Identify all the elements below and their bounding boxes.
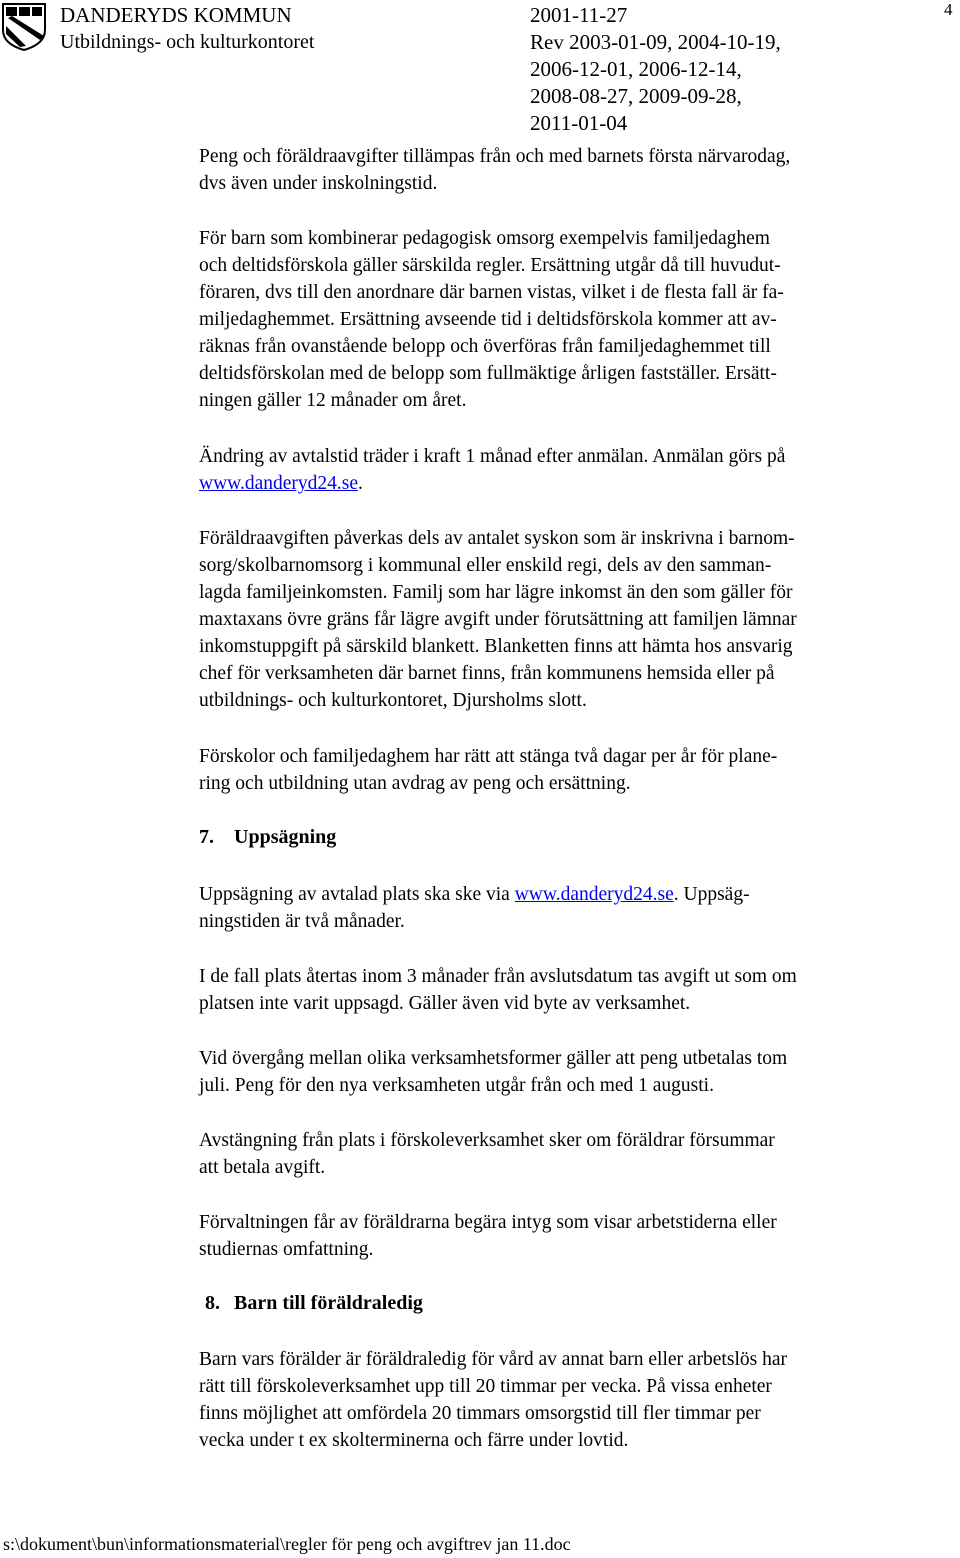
document-date: 2001-11-27 [530, 3, 628, 27]
body-text-line: finns möjlighet att omfördela 20 timmars omsorgstid till fler timmar per [199, 1403, 761, 1424]
body-text-line: För barn som kombinerar pedagogisk omsorg exempelvis familjedaghem [199, 228, 770, 249]
section-number: 8. [205, 1292, 220, 1314]
municipality-logo [0, 0, 48, 52]
revision-line: Rev 2003-01-09, 2004-10-19, [530, 30, 781, 54]
body-text-line: Vid övergång mellan olika verksamhetsformer gäller att peng utbetalas tom [199, 1048, 788, 1069]
body-text-line: Förskolor och familjedaghem har rätt att stänga två dagar per år för plane- [199, 746, 778, 767]
body-text-line: Ändring av avtalstid träder i kraft 1 månad efter anmälan. Anmälan görs på [199, 446, 786, 467]
page-number: 4 [944, 0, 953, 19]
body-text-line: Avstängning från plats i förskoleverksamhet sker om föräldrar försummar [199, 1130, 775, 1151]
section-title: Barn till föräldraledig [234, 1292, 423, 1314]
body-text-line: ring och utbildning utan avdrag av peng och ersättning. [199, 773, 631, 794]
org-name: DANDERYDS KOMMUN [60, 3, 292, 27]
body-text-line [199, 881, 750, 908]
body-text-line: rätt till förskoleverksamhet upp till 20 timmar per vecka. På vissa enheter [199, 1376, 772, 1397]
body-text-line: vecka under t ex skolterminerna och färre under lovtid. [199, 1430, 629, 1451]
body-text-line: inkomstuppgift på särskild blankett. Blanketten finns att hämta hos ansvarig [199, 636, 793, 657]
body-text-line: lagda familjeinkomsten. Familj som har lägre inkomst än den som gäller för [199, 582, 793, 603]
footer-file-path: s:\dokument\bun\informationsmaterial\regler för peng och avgiftrev jan 11.doc [3, 1534, 571, 1554]
body-text-line: miljedaghemmet. Ersättning avseende tid i deltidsförskola kommer att av- [199, 309, 777, 330]
section-number: 7. [199, 826, 214, 848]
body-text-line: Förvaltningen får av föräldrarna begära intyg som visar arbetstiderna eller [199, 1212, 777, 1233]
section-heading-7 [199, 826, 336, 849]
body-text-line: räknas från ovanstående belopp och överföras från familjedaghemmet till [199, 336, 771, 357]
body-text-line: platsen inte varit uppsagd. Gäller även vid byte av verksamhet. [199, 993, 691, 1014]
body-text-line: och deltidsförskola gäller särskilda regler. Ersättning utgår då till huvudut- [199, 255, 781, 276]
body-text-line: juli. Peng för den nya verksamheten utgår från och med 1 augusti. [199, 1075, 714, 1096]
body-text-line: dvs även under inskolningstid. [199, 173, 438, 194]
revision-line: 2011-01-04 [530, 111, 628, 135]
body-text: . Uppsäg- [673, 884, 750, 905]
department-name: Utbildnings- och kulturkontoret [60, 31, 315, 53]
revision-line: 2006-12-01, 2006-12-14, [530, 57, 742, 81]
body-text-line: Barn vars förälder är föräldraledig för vård av annat barn eller arbetslös har [199, 1349, 787, 1370]
section-heading-8 [205, 1292, 423, 1315]
body-text-line: utbildnings- och kulturkontoret, Djursholms slott. [199, 690, 587, 711]
body-text-line: deltidsförskolan med de belopp som fullmäktige årligen fastställer. Ersätt- [199, 363, 777, 384]
body-text-line: maxtaxans övre gräns får lägre avgift under förutsättning att familjen lämnar [199, 609, 797, 630]
body-text-line: föraren, dvs till den anordnare där barnen vistas, vilket i de flesta fall är fa- [199, 282, 784, 303]
body-text-line: Peng och föräldraavgifter tillämpas från och med barnets första närvarodag, [199, 146, 791, 167]
danderyd24-link[interactable]: www.danderyd24.se [199, 473, 359, 494]
danderyd24-link[interactable]: www.danderyd24.se [514, 884, 674, 905]
body-text-line: sorg/skolbarnomsorg i kommunal eller enskild regi, dels av den samman- [199, 555, 772, 576]
body-text-line [199, 470, 363, 497]
section-title: Uppsägning [234, 826, 337, 848]
body-text-line: Föräldraavgiften påverkas dels av antalet syskon som är inskrivna i barnom- [199, 528, 795, 549]
revision-line: 2008-08-27, 2009-09-28, [530, 84, 742, 108]
body-text-line: I de fall plats återtas inom 3 månader från avslutsdatum tas avgift ut som om [199, 966, 797, 987]
link-suffix: . [358, 473, 363, 494]
body-text-line: studiernas omfattning. [199, 1239, 374, 1260]
body-text-line: att betala avgift. [199, 1157, 326, 1178]
body-text: Uppsägning av avtalad plats ska ske via [199, 884, 515, 905]
body-text-line: ningstiden är två månader. [199, 911, 405, 932]
body-text-line: chef för verksamheten där barnet finns, från kommunens hemsida eller på [199, 663, 775, 684]
body-text-line: ningen gäller 12 månader om året. [199, 390, 467, 411]
